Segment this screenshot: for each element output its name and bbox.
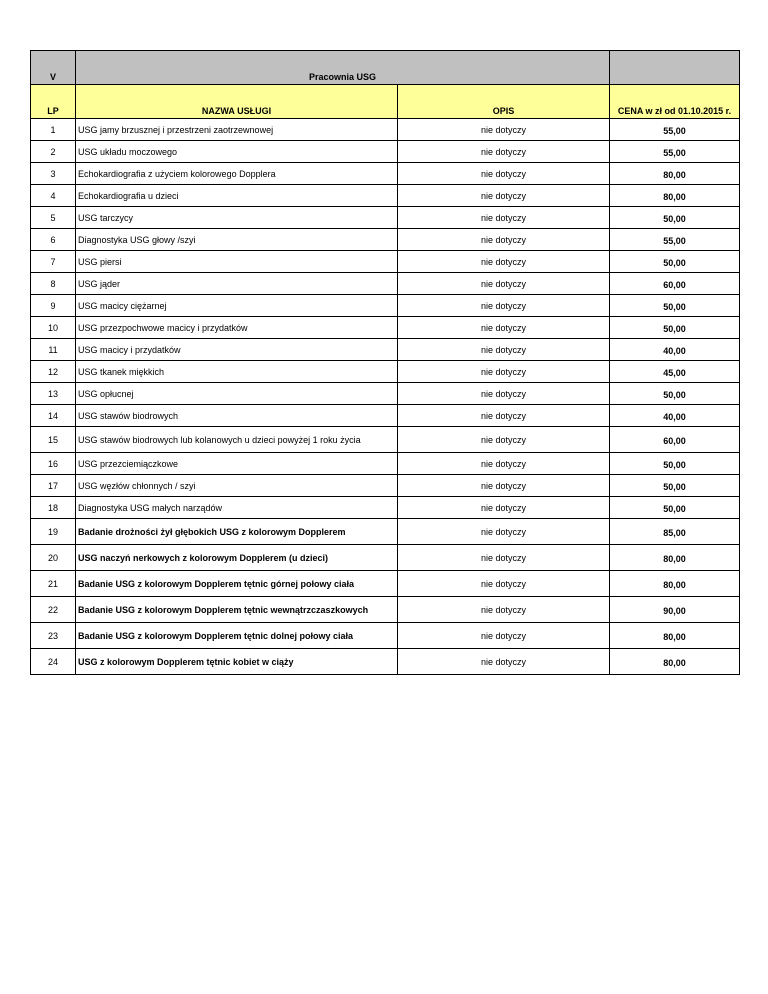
- row-lp: 21: [31, 571, 76, 597]
- row-service-name: USG przezciemiączkowe: [76, 453, 398, 475]
- row-description: nie dotyczy: [398, 649, 610, 675]
- table-row: [31, 339, 740, 361]
- row-description: nie dotyczy: [398, 405, 610, 427]
- row-price: 50,00: [610, 207, 740, 229]
- section-empty-cell: [610, 51, 740, 85]
- row-lp: 5: [31, 207, 76, 229]
- row-description: nie dotyczy: [398, 295, 610, 317]
- table-row: [31, 251, 740, 273]
- row-description: nie dotyczy: [398, 497, 610, 519]
- row-lp: 9: [31, 295, 76, 317]
- row-lp: 20: [31, 545, 76, 571]
- row-lp: 13: [31, 383, 76, 405]
- table-row: [31, 475, 740, 497]
- row-price: 60,00: [610, 273, 740, 295]
- row-price: 80,00: [610, 649, 740, 675]
- row-description: nie dotyczy: [398, 453, 610, 475]
- row-lp: 24: [31, 649, 76, 675]
- row-lp: 23: [31, 623, 76, 649]
- row-lp: 12: [31, 361, 76, 383]
- row-lp: 15: [31, 427, 76, 453]
- row-service-name: USG stawów biodrowych lub kolanowych u dzieci powyżej 1 roku życia: [76, 427, 398, 453]
- row-price: 50,00: [610, 383, 740, 405]
- row-service-name: USG piersi: [76, 251, 398, 273]
- section-title: Pracownia USG: [76, 51, 610, 85]
- header-row: [31, 85, 740, 119]
- row-service-name: USG z kolorowym Dopplerem tętnic kobiet w ciąży: [76, 649, 398, 675]
- table-row: [31, 649, 740, 675]
- row-price: 50,00: [610, 295, 740, 317]
- row-description: nie dotyczy: [398, 427, 610, 453]
- section-number: V: [31, 51, 76, 85]
- row-service-name: Diagnostyka USG małych narządów: [76, 497, 398, 519]
- table-row: [31, 545, 740, 571]
- row-service-name: USG tarczycy: [76, 207, 398, 229]
- table-row: [31, 427, 740, 453]
- row-lp: 8: [31, 273, 76, 295]
- row-description: nie dotyczy: [398, 229, 610, 251]
- row-service-name: USG tkanek miękkich: [76, 361, 398, 383]
- row-price: 80,00: [610, 623, 740, 649]
- row-price: 50,00: [610, 317, 740, 339]
- row-description: nie dotyczy: [398, 339, 610, 361]
- row-service-name: USG opłucnej: [76, 383, 398, 405]
- row-description: nie dotyczy: [398, 623, 610, 649]
- row-service-name: Echokardiografia z użyciem kolorowego Dopplera: [76, 163, 398, 185]
- row-lp: 22: [31, 597, 76, 623]
- table-row: [31, 207, 740, 229]
- row-price: 80,00: [610, 185, 740, 207]
- table-row: [31, 571, 740, 597]
- row-price: 55,00: [610, 119, 740, 141]
- section-row: [31, 51, 740, 85]
- row-lp: 1: [31, 119, 76, 141]
- row-service-name: Badanie drożności żył głębokich USG z kolorowym Dopplerem: [76, 519, 398, 545]
- row-lp: 14: [31, 405, 76, 427]
- row-service-name: USG jamy brzusznej i przestrzeni zaotrzewnowej: [76, 119, 398, 141]
- row-lp: 7: [31, 251, 76, 273]
- table-row: [31, 185, 740, 207]
- table-row: [31, 383, 740, 405]
- row-description: nie dotyczy: [398, 119, 610, 141]
- header-opis: OPIS: [398, 85, 610, 119]
- row-price: 50,00: [610, 475, 740, 497]
- row-service-name: Badanie USG z kolorowym Dopplerem tętnic dolnej połowy ciała: [76, 623, 398, 649]
- row-lp: 16: [31, 453, 76, 475]
- row-lp: 6: [31, 229, 76, 251]
- header-price: CENA w zł od 01.10.2015 r.: [610, 85, 740, 119]
- row-lp: 18: [31, 497, 76, 519]
- table-row: [31, 273, 740, 295]
- table-row: [31, 229, 740, 251]
- table-row: [31, 295, 740, 317]
- row-service-name: USG przezpochwowe macicy i przydatków: [76, 317, 398, 339]
- price-list-table: [30, 50, 740, 675]
- row-price: 50,00: [610, 453, 740, 475]
- row-service-name: USG węzłów chłonnych / szyi: [76, 475, 398, 497]
- row-price: 85,00: [610, 519, 740, 545]
- row-lp: 2: [31, 141, 76, 163]
- row-service-name: Badanie USG z kolorowym Dopplerem tętnic wewnątrzczaszkowych: [76, 597, 398, 623]
- header-lp: LP: [31, 85, 76, 119]
- row-description: nie dotyczy: [398, 163, 610, 185]
- header-name: NAZWA USŁUGI: [76, 85, 398, 119]
- table-row: [31, 361, 740, 383]
- row-service-name: Badanie USG z kolorowym Dopplerem tętnic górnej połowy ciała: [76, 571, 398, 597]
- row-description: nie dotyczy: [398, 597, 610, 623]
- row-lp: 10: [31, 317, 76, 339]
- row-price: 50,00: [610, 497, 740, 519]
- row-description: nie dotyczy: [398, 519, 610, 545]
- row-lp: 11: [31, 339, 76, 361]
- row-service-name: Echokardiografia u dzieci: [76, 185, 398, 207]
- row-description: nie dotyczy: [398, 571, 610, 597]
- row-service-name: USG układu moczowego: [76, 141, 398, 163]
- table-row: [31, 317, 740, 339]
- row-price: 80,00: [610, 571, 740, 597]
- row-description: nie dotyczy: [398, 251, 610, 273]
- table-row: [31, 597, 740, 623]
- row-service-name: USG macicy i przydatków: [76, 339, 398, 361]
- row-service-name: USG jąder: [76, 273, 398, 295]
- row-service-name: Diagnostyka USG głowy /szyi: [76, 229, 398, 251]
- row-service-name: USG naczyń nerkowych z kolorowym Dopplerem (u dzieci): [76, 545, 398, 571]
- row-lp: 3: [31, 163, 76, 185]
- table-row: [31, 453, 740, 475]
- row-description: nie dotyczy: [398, 545, 610, 571]
- table-row: [31, 163, 740, 185]
- table-row: [31, 405, 740, 427]
- row-price: 55,00: [610, 141, 740, 163]
- row-description: nie dotyczy: [398, 141, 610, 163]
- row-service-name: USG stawów biodrowych: [76, 405, 398, 427]
- table-row: [31, 119, 740, 141]
- row-lp: 4: [31, 185, 76, 207]
- row-description: nie dotyczy: [398, 207, 610, 229]
- table-row: [31, 519, 740, 545]
- row-price: 40,00: [610, 339, 740, 361]
- row-description: nie dotyczy: [398, 317, 610, 339]
- table-row: [31, 141, 740, 163]
- row-description: nie dotyczy: [398, 383, 610, 405]
- row-price: 80,00: [610, 163, 740, 185]
- row-price: 60,00: [610, 427, 740, 453]
- row-lp: 19: [31, 519, 76, 545]
- table-row: [31, 497, 740, 519]
- row-price: 45,00: [610, 361, 740, 383]
- table-row: [31, 623, 740, 649]
- row-description: nie dotyczy: [398, 475, 610, 497]
- row-lp: 17: [31, 475, 76, 497]
- row-description: nie dotyczy: [398, 273, 610, 295]
- row-price: 40,00: [610, 405, 740, 427]
- row-price: 50,00: [610, 251, 740, 273]
- row-price: 90,00: [610, 597, 740, 623]
- row-price: 55,00: [610, 229, 740, 251]
- row-description: nie dotyczy: [398, 185, 610, 207]
- row-service-name: USG macicy ciężarnej: [76, 295, 398, 317]
- row-description: nie dotyczy: [398, 361, 610, 383]
- row-price: 80,00: [610, 545, 740, 571]
